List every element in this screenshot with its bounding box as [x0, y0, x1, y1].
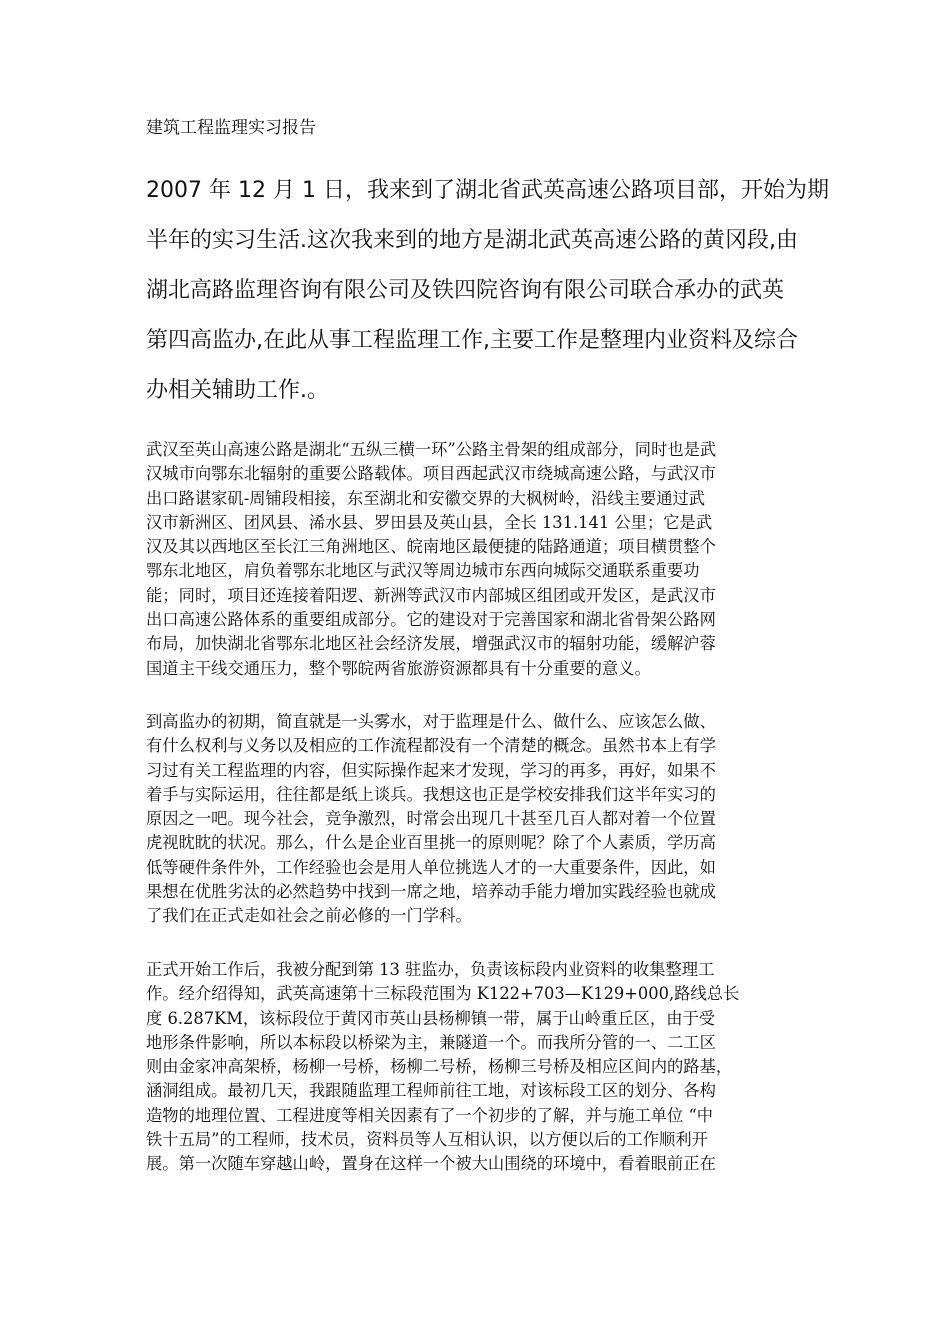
paragraph-line: 度 6.287KM，该标段位于黄冈市英山县杨柳镇一带，属于山岭重丘区，由于受: [146, 1008, 716, 1028]
paragraph-line: 有什么权利与义务以及相应的工作流程都没有一个清楚的概念。虽然书本上有学: [146, 736, 716, 756]
paragraph-line: 则由金家冲高架桥，杨柳一号桥，杨柳二号桥，杨柳三号桥及相应区间内的路基，: [146, 1057, 733, 1077]
intro-line: 半年的实习生活.这次我来到的地方是湖北武英高速公路的黄冈段,由: [146, 228, 798, 253]
paragraph-line: 铁十五局”的工程师，技术员，资料员等人互相认识，以方便以后的工作顺利开: [146, 1130, 708, 1150]
paragraph-line: 出口路谌家矶-周铺段相接，东至湖北和安徽交界的大枫树岭，沿线主要通过武: [146, 488, 706, 508]
intro-line: 第四高监办,在此从事工程监理工作,主要工作是整理内业资料及综合: [146, 328, 798, 353]
intro-paragraph: [146, 166, 829, 416]
intro-line: 2007 年 12 月 1 日，我来到了湖北省武英高速公路项目部，开始为期: [146, 178, 829, 203]
paragraph-line: 武汉至英山高速公路是湖北“五纵三横一环”公路主骨架的组成部分，同时也是武: [146, 440, 717, 459]
paragraph-line: 正式开始工作后，我被分配到第 13 驻监办，负责该标段内业资料的收集整理工: [146, 960, 715, 979]
body-paragraph-initial-period: [146, 710, 816, 929]
paragraph-line: 地形条件影响，所以本标段以桥梁为主，兼隧道一个。而我所分管的一、二工区: [146, 1032, 716, 1052]
intro-line: 湖北高路监理咨询有限公司及铁四院咨询有限公司联合承办的武英: [146, 278, 785, 303]
document-title: 建筑工程监理实习报告: [146, 118, 316, 138]
paragraph-line: 了我们在正式走如社会之前必修的一门学科。: [146, 906, 472, 926]
paragraph-line: 作。经介绍得知，武英高速第十三标段范围为 K122+703—K129+000,路线总长: [146, 984, 740, 1004]
paragraph-line: 展。第一次随车穿越山岭，置身在这样一个被大山围绕的环境中，看着眼前正在: [146, 1154, 716, 1174]
paragraph-line: 布局，加快湖北省鄂东北地区社会经济发展，增强武汉市的辐射功能，缓解沪蓉: [146, 634, 716, 654]
paragraph-line: 能；同时，项目还连接着阳逻、新洲等武汉市内部城区组团或开发区，是武汉市: [146, 585, 716, 605]
paragraph-line: 鄂东北地区，肩负着鄂东北地区与武汉等周边城市东西向城际交通联系重要功: [146, 561, 700, 581]
body-paragraph-project-overview: [146, 438, 816, 681]
paragraph-line: 出口高速公路体系的重要组成部分。它的建设对于完善国家和湖北省骨架公路网: [146, 610, 716, 630]
paragraph-line: 虎视眈眈的状况。那么，什么是企业百里挑一的原则呢？除了个人素质，学历高: [146, 833, 716, 853]
paragraph-line: 汉及其以西地区至长江三角洲地区、皖南地区最便捷的陆路通道；项目横贯整个: [146, 537, 716, 557]
intro-line: 办相关辅助工作.。: [146, 378, 329, 403]
paragraph-line: 造物的地理位置、工程进度等相关因素有了一个初步的了解，并与施工单位 “中: [146, 1105, 714, 1125]
paragraph-line: 到高监办的初期，简直就是一头雾水，对于监理是什么、做什么、应该怎么做、: [146, 712, 716, 731]
paragraph-line: 原因之一吧。现今社会，竞争激烈，时常会出现几十甚至几百人都对着一个位置: [146, 809, 716, 829]
paragraph-line: 习过有关工程监理的内容，但实际操作起来才发现，学习的再多，再好，如果不: [146, 760, 716, 780]
paragraph-line: 果想在优胜劣汰的必然趋势中找到一席之地，培养动手能力增加实践经验也就成: [146, 882, 716, 902]
paragraph-line: 低等硬件条件外，工作经验也会是用人单位挑选人才的一大重要条件，因此，如: [146, 857, 716, 877]
body-paragraph-work-assignment: [146, 958, 816, 1177]
paragraph-line: 涵洞组成。最初几天，我跟随监理工程师前往工地，对该标段工区的划分、各构: [146, 1081, 716, 1101]
paragraph-line: 国道主干线交通压力，整个鄂皖两省旅游资源都具有十分重要的意义。: [146, 658, 651, 678]
paragraph-line: 汉城市向鄂东北辐射的重要公路载体。项目西起武汉市绕城高速公路，与武汉市: [146, 464, 716, 484]
paragraph-line: 汉市新洲区、团风县、浠水县、罗田县及英山县，全长 131.141 公里；它是武: [146, 512, 713, 532]
paragraph-line: 着手与实际运用，往往都是纸上谈兵。我想这也正是学校安排我们这半年实习的: [146, 784, 716, 804]
